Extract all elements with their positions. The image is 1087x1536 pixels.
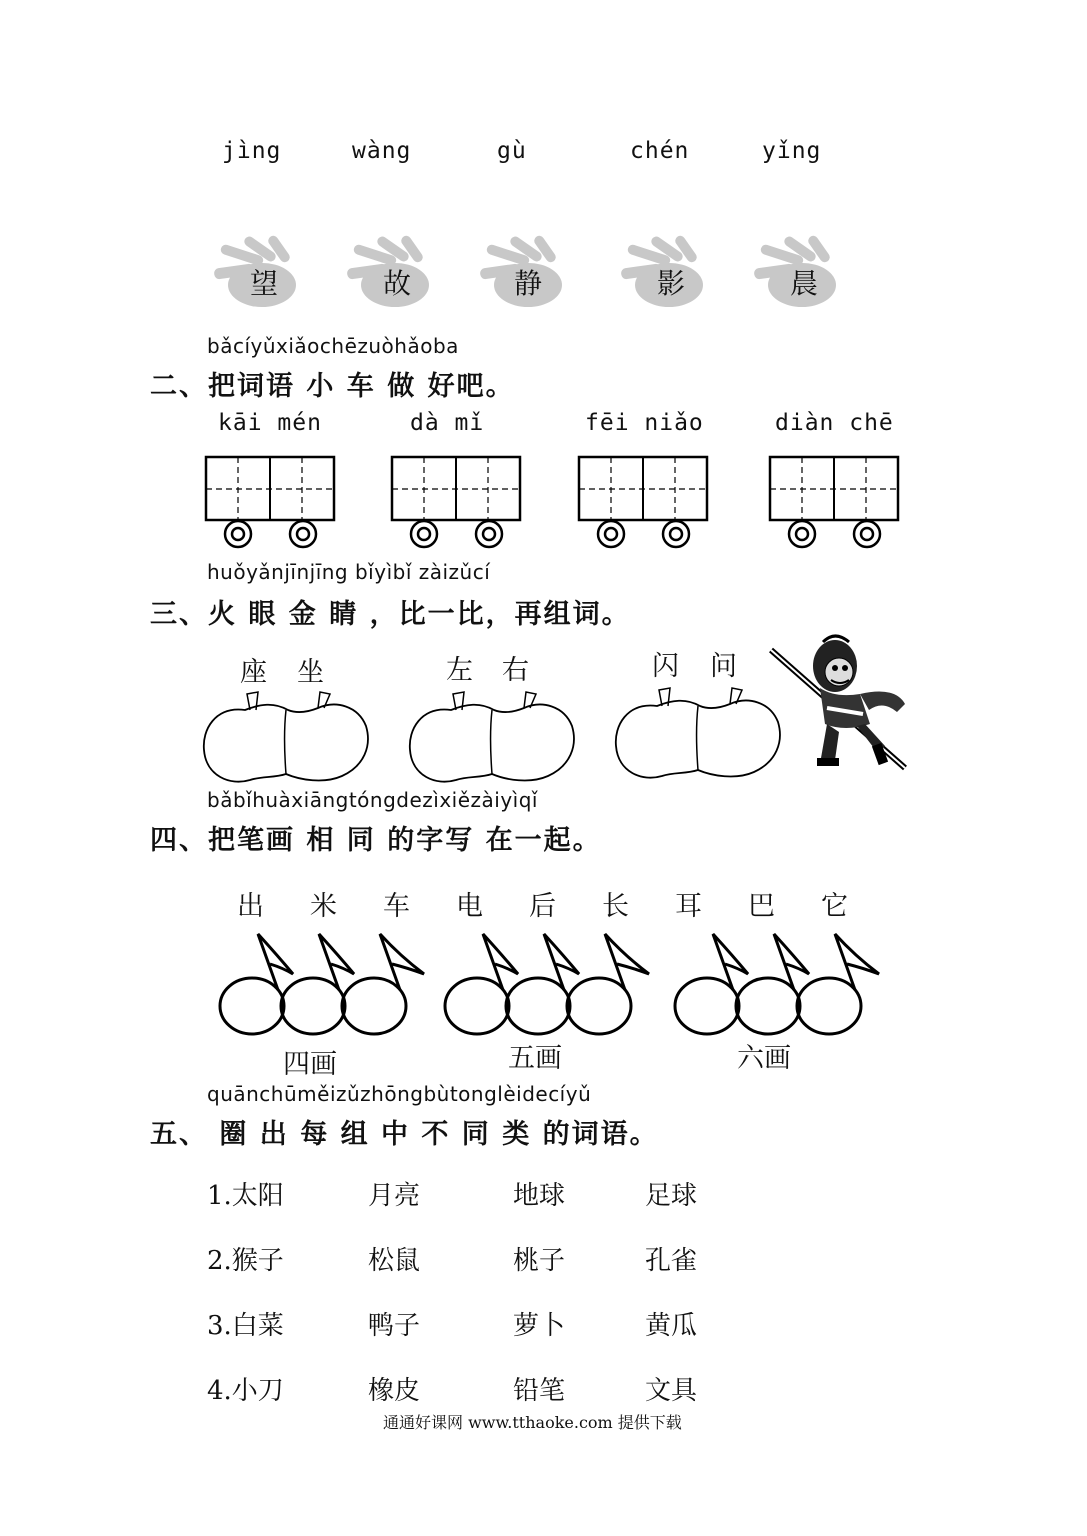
- hand-char-3: 静: [514, 267, 543, 300]
- hand-char-1: 望: [250, 267, 279, 300]
- section-4-pinyin-hint: bǎbǐhuàxiāngtóngdezìxiězàiyìqǐ: [207, 788, 538, 812]
- section-3-title: 三、火 眼 金 睛 ，比一比，再组词。: [150, 599, 631, 630]
- word-4-4[interactable]: 文具: [645, 1376, 698, 1406]
- cart-writing-box-3[interactable]: [578, 456, 710, 551]
- word-3-2[interactable]: 鸭子: [368, 1311, 421, 1341]
- stroke-char-8: 巴: [748, 891, 775, 922]
- monkey-king-illustration: [765, 628, 915, 776]
- stroke-char-6: 长: [602, 891, 629, 922]
- hand-char-4: 影: [657, 267, 686, 300]
- word-1-1[interactable]: 1.太阳: [207, 1181, 284, 1211]
- stroke-char-7: 耳: [675, 891, 702, 922]
- hand-char-5: 晨: [790, 267, 819, 300]
- pair-2-char-b: 右: [502, 655, 529, 686]
- word-4-2[interactable]: 橡皮: [368, 1376, 421, 1406]
- cart-writing-box-1[interactable]: [205, 456, 337, 551]
- pair-3-char-a: 闪: [652, 651, 679, 682]
- section-4-title: 四、把笔画 相 同 的字写 在一起。: [150, 825, 602, 856]
- section-5-pinyin-hint: quānchūměizǔzhōngbùtonglèidecíyǔ: [207, 1082, 592, 1106]
- word-4-3[interactable]: 铅笔: [513, 1376, 566, 1406]
- stroke-char-2: 米: [310, 891, 337, 922]
- pair-1-char-a: 座: [240, 657, 267, 688]
- word-3-4[interactable]: 黄瓜: [645, 1311, 698, 1341]
- word-1-3[interactable]: 地球: [513, 1181, 566, 1211]
- stroke-char-3: 车: [383, 891, 410, 922]
- group-label-2: 五画: [508, 1043, 562, 1074]
- apple-pair-1[interactable]: [200, 688, 376, 788]
- cart-pinyin-2: dà mǐ: [410, 410, 485, 436]
- section-2-pinyin-hint: bǎcíyǔxiǎochēzuòhǎoba: [207, 334, 459, 358]
- pair-3-char-b: 问: [710, 651, 737, 682]
- word-3-3[interactable]: 萝卜: [513, 1311, 566, 1341]
- word-2-1[interactable]: 2.猴子: [207, 1246, 284, 1276]
- word-4-1[interactable]: 4.小刀: [207, 1376, 284, 1406]
- cart-writing-box-4[interactable]: [769, 456, 901, 551]
- stroke-char-1: 出: [237, 891, 264, 922]
- pinyin-3: gù: [497, 138, 527, 164]
- pair-1-char-b: 坐: [297, 657, 324, 688]
- section-3-pinyin-hint: huǒyǎnjīnjīng bǐyìbǐ zàizǔcí: [207, 560, 491, 584]
- footer-credit: 通通好课网 www.tthaoke.com 提供下载: [383, 1413, 682, 1432]
- section-2-title: 二、把词语 小 车 做 好吧。: [150, 371, 515, 402]
- music-notes-group-3[interactable]: [673, 926, 888, 1041]
- pinyin-5: yǐng: [762, 138, 822, 164]
- word-2-3[interactable]: 桃子: [513, 1246, 566, 1276]
- cart-writing-box-2[interactable]: [391, 456, 523, 551]
- cart-pinyin-1: kāi mén: [218, 410, 322, 436]
- pinyin-4: chén: [630, 138, 690, 164]
- word-3-1[interactable]: 3.白菜: [207, 1311, 284, 1341]
- pair-2-char-a: 左: [446, 655, 473, 686]
- music-notes-group-1[interactable]: [218, 926, 433, 1041]
- apple-pair-2[interactable]: [406, 688, 582, 788]
- stroke-char-4: 电: [456, 891, 483, 922]
- word-2-2[interactable]: 松鼠: [368, 1246, 421, 1276]
- section-5-title: 五、 圈 出 每 组 中 不 同 类 的词语。: [150, 1119, 659, 1150]
- group-label-3: 六画: [737, 1043, 791, 1074]
- stroke-char-5: 后: [529, 891, 556, 922]
- cart-pinyin-3: fēi niǎo: [585, 410, 704, 436]
- cart-pinyin-4: diàn chē: [775, 410, 894, 436]
- word-2-4[interactable]: 孔雀: [645, 1246, 698, 1276]
- pinyin-2: wàng: [352, 138, 412, 164]
- stroke-char-9: 它: [821, 891, 848, 922]
- apple-pair-3[interactable]: [612, 684, 788, 784]
- hand-char-2: 故: [383, 267, 412, 300]
- word-1-2[interactable]: 月亮: [368, 1181, 421, 1211]
- word-1-4[interactable]: 足球: [645, 1181, 698, 1211]
- music-notes-group-2[interactable]: [443, 926, 658, 1041]
- group-label-1: 四画: [283, 1049, 337, 1080]
- pinyin-1: jìng: [222, 138, 282, 164]
